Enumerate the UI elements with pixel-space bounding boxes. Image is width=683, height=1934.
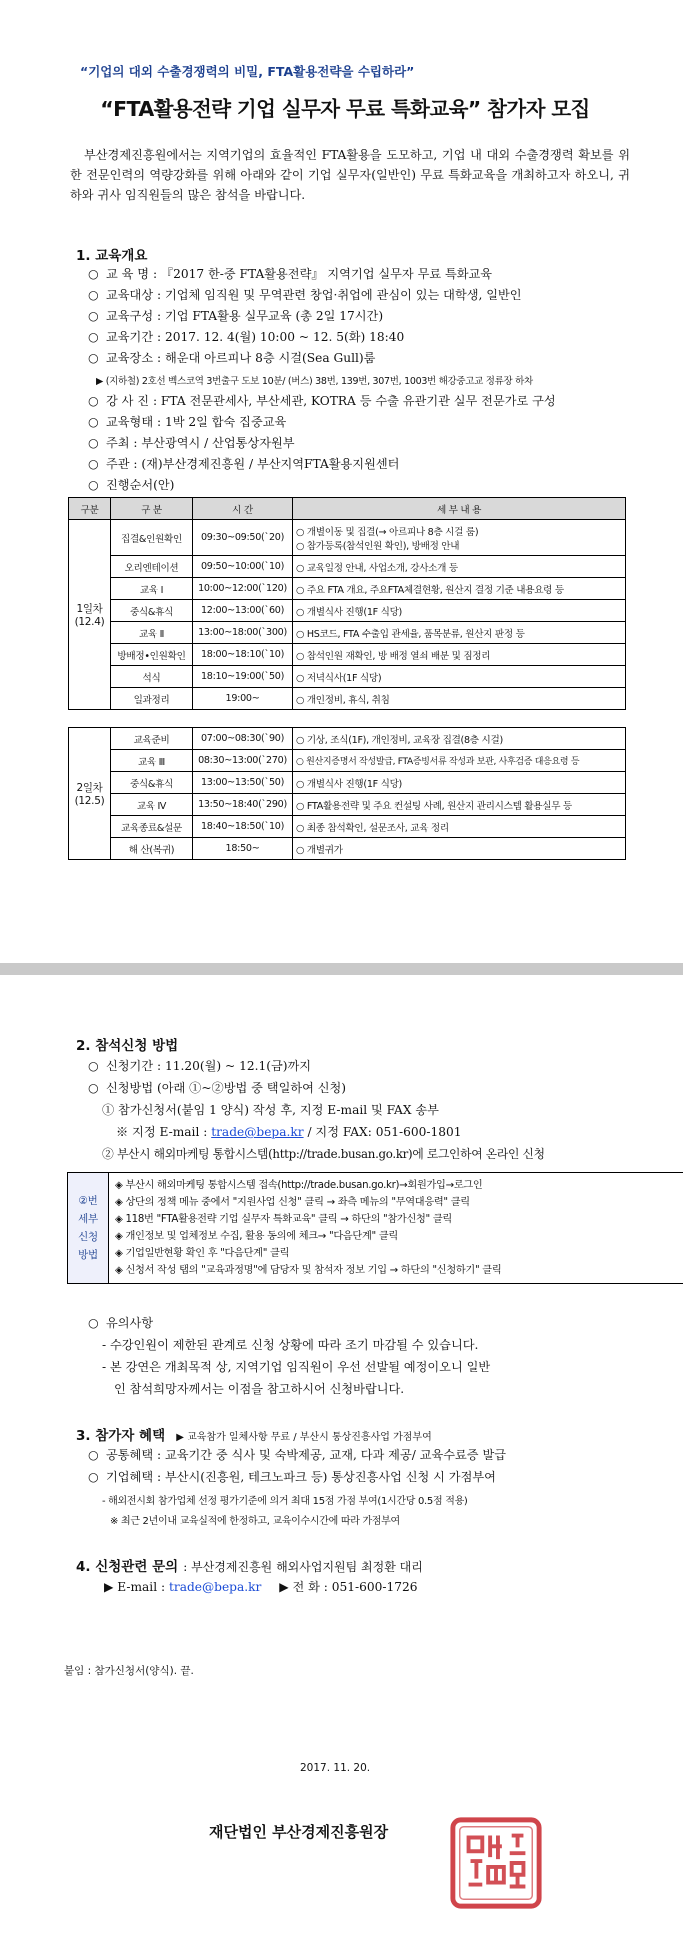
apply-steps-box bbox=[67, 1172, 683, 1284]
schedule-table-day1 bbox=[68, 497, 626, 710]
detail-text: 개별이동 및 집결(→ 아르피나 8층 시걸 룸) bbox=[306, 526, 479, 538]
benefit-detail: ※ 최근 2년이내 교육실적에 한정하고, 교육이수시간에 따라 가점부여 bbox=[110, 1516, 400, 1527]
day-label: 2일차 (12.5) bbox=[69, 728, 111, 860]
overview-item: ○ 교육장소 : 해운대 아르피나 8층 시걸(Sea Gull)룸 bbox=[88, 351, 376, 365]
intro-paragraph: 부산경제진흥원에서는 지역기업의 효율적인 FTA활용을 도모하고, 기업 내 대외 수출경쟁력 확보를 위한 전문인력의 역량강화를 위해 아래와 같이 기업 실무자(일반인) 무료 특화교육을 개최하고자 하오니, 귀하와 귀사 임직원들의 많은 참석을 바랍니다. bbox=[70, 148, 630, 202]
official-seal-icon bbox=[447, 1814, 545, 1912]
schedule-detail: ○ 주요 FTA 개요, 주요FTA체결현황, 원산지 결정 기준 내용요령 등 bbox=[293, 578, 626, 600]
schedule-detail: ○ 최종 참석확인, 설문조사, 교육 정리 bbox=[293, 816, 626, 838]
section-benefits bbox=[76, 1424, 432, 1444]
detail-text: 개별귀가 bbox=[306, 844, 343, 856]
schedule-time: 13:00~18:00(`300) bbox=[193, 622, 293, 644]
detail-text: 참가등록(참석인원 확인), 방배정 안내 bbox=[306, 540, 460, 552]
schedule-detail: ○ FTA활용전략 및 주요 컨설팅 사례, 원산지 관리시스템 활용실무 등 bbox=[293, 794, 626, 816]
email-link[interactable]: trade@bepa.kr bbox=[211, 1125, 304, 1139]
overview-item-text: 진행순서(안) bbox=[106, 478, 175, 492]
schedule-item: 방배정•인원확인 bbox=[111, 644, 193, 666]
apply-step: ◈ 신청서 작성 탭의 "교육과정명"에 담당자 및 참석자 정보 기입 → 하단의 "신청하기" 클릭 bbox=[115, 1265, 502, 1276]
schedule-detail: ○ 개별식사 진행(1F 식당) bbox=[293, 600, 626, 622]
schedule-item: 교육준비 bbox=[111, 728, 193, 750]
table-row bbox=[69, 556, 626, 578]
apply-method-text: 신청방법 (아래 ①~②방법 중 택일하여 신청) bbox=[106, 1081, 347, 1095]
email-prefix: ※ 지정 E-mail : bbox=[116, 1125, 208, 1139]
schedule-detail: ○ 저녁식사(1F 식당) bbox=[293, 666, 626, 688]
benefit-company: ○ 기업혜택 : 부산시(진흥원, 테크노파크 등) 통상진흥사업 신청 시 가점부여 bbox=[88, 1470, 496, 1484]
table-row bbox=[69, 666, 626, 688]
note-line: - 본 강연은 개최목적 상, 지역기업 임직원이 우선 선발될 예정이오니 일반 bbox=[102, 1360, 491, 1374]
overview-item: ○ 교육기간 : 2017. 12. 4(월) 10:00 ~ 12. 5(화) 18:40 bbox=[88, 330, 405, 344]
overview-item-text: 주최 : 부산광역시 / 산업통상자원부 bbox=[106, 436, 295, 450]
detail-text: 개인정비, 휴식, 취침 bbox=[306, 694, 390, 706]
contact-text: : 부산경제진흥원 해외사업지원팀 최정환 대리 bbox=[183, 1560, 423, 1574]
table-row bbox=[69, 816, 626, 838]
table-row bbox=[69, 600, 626, 622]
attachment-note: 붙임 : 참가신청서(양식). 끝. bbox=[64, 1665, 194, 1677]
schedule-item: 중식&휴식 bbox=[111, 772, 193, 794]
schedule-time: 08:30~13:00(`270) bbox=[193, 750, 293, 772]
contact-email-link[interactable]: trade@bepa.kr bbox=[168, 1580, 262, 1594]
detail-text: 기상, 조식(1F), 개인정비, 교육장 집결(8층 시걸) bbox=[306, 734, 503, 746]
schedule-item: 교육 Ⅲ bbox=[111, 750, 193, 772]
overview-item-text: 강 사 진 : FTA 전문관세사, 부산세관, KOTRA 등 수출 유관기관 실무 전문가로 구성 bbox=[106, 394, 556, 408]
apply-step-text: 개인정보 및 업체정보 수집, 활용 동의에 체크→ "다음단계" 클릭 bbox=[125, 1231, 398, 1242]
overview-item-text: 교육형태 : 1박 2일 합숙 집중교육 bbox=[106, 415, 287, 429]
schedule-detail: ○ 참석인원 재확인, 방 배정 열쇠 배분 및 짐정리 bbox=[293, 644, 626, 666]
schedule-detail: ○ 개별이동 및 집결(→ 아르피나 8층 시걸 룸) ○ 참가등록(참석인원 확인), 방배정 안내 bbox=[293, 520, 626, 556]
apply-step: ◈ 부산시 해외마케팅 통합시스템 접속(http://trade.busan.go.kr)→회원가입→로그인 bbox=[115, 1180, 483, 1191]
table-row bbox=[69, 520, 626, 556]
schedule-item: 교육종료&설문 bbox=[111, 816, 193, 838]
benefit-common-text: 공통혜택 : 교육기간 중 식사 및 숙박제공, 교재, 다과 제공/ 교육수료증 발급 bbox=[106, 1448, 506, 1462]
section-contact bbox=[76, 1555, 423, 1575]
table-row bbox=[69, 838, 626, 860]
schedule-item: 교육 Ⅳ bbox=[111, 794, 193, 816]
overview-item: ○ 강 사 진 : FTA 전문관세사, 부산세관, KOTRA 등 수출 유관기관 실무 전문가로 구성 bbox=[88, 394, 556, 408]
apply-step: ◈ 기업일반현황 확인 후 "다음단계" 클릭 bbox=[115, 1248, 290, 1259]
apply-step: ◈ 상단의 정책 메뉴 중에서 "지원사업 신청" 클릭 → 좌측 메뉴의 "무역대응력" 클릭 bbox=[115, 1197, 470, 1208]
overview-item-text: 교 육 명 : 『2017 한-중 FTA활용전략』 지역기업 실무자 무료 특화교육 bbox=[106, 267, 493, 281]
note-line: 인 참석희망자께서는 이점을 참고하시어 신청바랍니다. bbox=[114, 1382, 405, 1396]
table-row bbox=[69, 622, 626, 644]
schedule-detail: ○ 기상, 조식(1F), 개인정비, 교육장 집결(8층 시걸) bbox=[293, 728, 626, 750]
section-contact-heading: 4. 신청관련 문의 bbox=[76, 1559, 179, 1575]
detail-text: 개별식사 진행(1F 식당) bbox=[306, 778, 402, 790]
table-header: 시 간 bbox=[193, 498, 293, 520]
schedule-item: 교육 Ⅰ bbox=[111, 578, 193, 600]
section-benefits-heading: 3. 참가자 혜택 bbox=[76, 1428, 166, 1444]
overview-item: ○ 교 육 명 : 『2017 한-중 FTA활용전략』 지역기업 실무자 무료 특화교육 bbox=[88, 267, 493, 281]
detail-text: 원산지증명서 작성발급, FTA증빙서류 작성과 보관, 사후검증 대응요령 등 bbox=[306, 757, 580, 767]
contact-email-label: ▶ E-mail : bbox=[104, 1580, 166, 1594]
apply-option-1: ① 참가신청서(붙임 1 양식) 작성 후, 지정 E-mail 및 FAX 송부 bbox=[102, 1103, 439, 1117]
schedule-item: 오리엔테이션 bbox=[111, 556, 193, 578]
overview-item-text: 교육장소 : 해운대 아르피나 8층 시걸(Sea Gull)룸 bbox=[106, 351, 376, 365]
detail-text: 저녁식사(1F 식당) bbox=[306, 672, 382, 684]
overview-item-text: 주관 : (재)부산경제진흥원 / 부산지역FTA활용지원센터 bbox=[106, 457, 400, 471]
schedule-time: 19:00~ bbox=[193, 688, 293, 710]
table-row bbox=[69, 578, 626, 600]
schedule-time: 18:00~18:10(`10) bbox=[193, 644, 293, 666]
notes-heading-text: 유의사항 bbox=[106, 1316, 154, 1330]
schedule-table-day2 bbox=[68, 727, 626, 860]
apply-step-text: 신청서 작성 탭의 "교육과정명"에 담당자 및 참석자 정보 기입 → 하단의 "신청하기" 클릭 bbox=[125, 1265, 502, 1276]
table-row bbox=[69, 644, 626, 666]
overview-item: ○ 주최 : 부산광역시 / 산업통상자원부 bbox=[88, 436, 295, 450]
section-apply-heading: 2. 참석신청 방법 bbox=[76, 1038, 179, 1054]
notes-heading: ○ 유의사항 bbox=[88, 1316, 154, 1330]
schedule-time: 18:10~19:00(`50) bbox=[193, 666, 293, 688]
contact-line bbox=[104, 1578, 418, 1595]
schedule-item: 교육 Ⅱ bbox=[111, 622, 193, 644]
schedule-time: 09:50~10:00(`10) bbox=[193, 556, 293, 578]
contact-phone: ▶ 전 화 : 051-600-1726 bbox=[279, 1580, 418, 1594]
table-row bbox=[69, 728, 626, 750]
schedule-time: 18:50~ bbox=[193, 838, 293, 860]
note-line: - 수강인원이 제한된 관계로 신청 상황에 따라 조기 마감될 수 있습니다. bbox=[102, 1338, 479, 1352]
schedule-item: 집결&인원확인 bbox=[111, 520, 193, 556]
detail-text: 주요 FTA 개요, 주요FTA체결현황, 원산지 결정 기준 내용요령 등 bbox=[306, 584, 564, 596]
document-date: 2017. 11. 20. bbox=[300, 1762, 371, 1774]
schedule-item: 석식 bbox=[111, 666, 193, 688]
overview-item: ○ 주관 : (재)부산경제진흥원 / 부산지역FTA활용지원센터 bbox=[88, 457, 400, 471]
apply-option-2: ② 부산시 해외마케팅 통합시스템(http://trade.busan.go.kr)에 로그인하여 온라인 신청 bbox=[102, 1147, 545, 1161]
apply-step: ◈ 개인정보 및 업체정보 수집, 활용 동의에 체크→ "다음단계" 클릭 bbox=[115, 1231, 398, 1242]
day-label: 1일차 (12.4) bbox=[69, 520, 111, 710]
schedule-time: 12:00~13:00(`60) bbox=[193, 600, 293, 622]
table-header: 구 분 bbox=[111, 498, 193, 520]
apply-step-text: 부산시 해외마케팅 통합시스템 접속(http://trade.busan.go.kr)→회원가입→로그인 bbox=[125, 1180, 483, 1191]
schedule-item: 중식&휴식 bbox=[111, 600, 193, 622]
schedule-time: 10:00~12:00(`120) bbox=[193, 578, 293, 600]
overview-item-text: 교육대상 : 기업체 임직원 및 무역관련 창업·취업에 관심이 있는 대학생, 일반인 bbox=[106, 288, 522, 302]
apply-steps-label: ②번 세부 신청 방법 bbox=[68, 1173, 109, 1284]
detail-text: 개별식사 진행(1F 식당) bbox=[306, 606, 402, 618]
overview-item-text: 교육기간 : 2017. 12. 4(월) 10:00 ~ 12. 5(화) 18:40 bbox=[106, 330, 405, 344]
detail-text: 교육일정 안내, 사업소개, 강사소개 등 bbox=[306, 562, 458, 574]
subtitle: “기업의 대외 수출경쟁력의 비밀, FTA활용전략을 수립하라” bbox=[80, 64, 415, 79]
schedule-item: 해 산(복귀) bbox=[111, 838, 193, 860]
table-row bbox=[69, 772, 626, 794]
apply-period-text: 신청기간 : 11.20(월) ~ 12.1(금)까지 bbox=[106, 1059, 312, 1073]
schedule-detail: ○ 개별식사 진행(1F 식당) bbox=[293, 772, 626, 794]
detail-text: FTA활용전략 및 주요 컨설팅 사례, 원산지 관리시스템 활용실무 등 bbox=[306, 800, 572, 812]
table-header: 세 부 내 용 bbox=[293, 498, 626, 520]
schedule-time: 09:30~09:50(`20) bbox=[193, 520, 293, 556]
table-row bbox=[69, 794, 626, 816]
schedule-detail: ○ HS코드, FTA 수출입 관세율, 품목분류, 원산지 판정 등 bbox=[293, 622, 626, 644]
fax-text: / 지정 FAX: 051-600-1801 bbox=[307, 1125, 462, 1139]
table-header: 구분 bbox=[69, 498, 111, 520]
schedule-detail: ○ 원산지증명서 작성발급, FTA증빙서류 작성과 보관, 사후검증 대응요령 등 bbox=[293, 750, 626, 772]
overview-item: ○ 교육구성 : 기업 FTA활용 실무교육 (총 2일 17시간) bbox=[88, 309, 384, 323]
section-overview-heading: 1. 교육개요 bbox=[76, 248, 148, 264]
schedule-item: 일과정리 bbox=[111, 688, 193, 710]
apply-step-text: 상단의 정책 메뉴 중에서 "지원사업 신청" 클릭 → 좌측 메뉴의 "무역대응력" 클릭 bbox=[125, 1197, 470, 1208]
schedule-time: 18:40~18:50(`10) bbox=[193, 816, 293, 838]
schedule-time: 07:00~08:30(`90) bbox=[193, 728, 293, 750]
page-title: “FTA활용전략 기업 실무자 무료 특화교육” 참가자 모집 bbox=[100, 97, 590, 121]
apply-step: ◈ 118번 "FTA활용전략 기업 실무자 특화교육" 클릭 → 하단의 "참가신청" 클릭 bbox=[115, 1214, 452, 1225]
schedule-detail: ○ 개별귀가 bbox=[293, 838, 626, 860]
apply-step-text: 118번 "FTA활용전략 기업 실무자 특화교육" 클릭 → 하단의 "참가신청" 클릭 bbox=[125, 1214, 452, 1225]
apply-email-line bbox=[116, 1123, 461, 1140]
benefits-note: ▶ 교육참가 일체사항 무료 / 부산시 통상진흥사업 가점부여 bbox=[176, 1432, 432, 1443]
table-row bbox=[69, 688, 626, 710]
schedule-time: 13:50~18:40(`290) bbox=[193, 794, 293, 816]
schedule-detail: ○ 개인정비, 휴식, 취침 bbox=[293, 688, 626, 710]
issuing-organization: 재단법인 부산경제진흥원장 bbox=[209, 1823, 389, 1841]
apply-period: ○ 신청기간 : 11.20(월) ~ 12.1(금)까지 bbox=[88, 1059, 312, 1073]
table-header-row bbox=[69, 498, 626, 520]
detail-text: 참석인원 재확인, 방 배정 열쇠 배분 및 짐정리 bbox=[306, 650, 491, 662]
apply-step-text: 기업일반현황 확인 후 "다음단계" 클릭 bbox=[125, 1248, 290, 1259]
overview-item: ○ 교육대상 : 기업체 임직원 및 무역관련 창업·취업에 관심이 있는 대학생, 일반인 bbox=[88, 288, 522, 302]
detail-text: 최종 참석확인, 설문조사, 교육 정리 bbox=[306, 822, 449, 834]
apply-method: ○ 신청방법 (아래 ①~②방법 중 택일하여 신청) bbox=[88, 1081, 347, 1095]
table-row bbox=[69, 750, 626, 772]
overview-item: ○ 진행순서(안) bbox=[88, 478, 175, 492]
apply-steps-list bbox=[109, 1173, 683, 1284]
detail-text: HS코드, FTA 수출입 관세율, 품목분류, 원산지 판정 등 bbox=[306, 628, 525, 640]
overview-item: ○ 교육형태 : 1박 2일 합숙 집중교육 bbox=[88, 415, 287, 429]
benefit-common: ○ 공통혜택 : 교육기간 중 식사 및 숙박제공, 교재, 다과 제공/ 교육수료증 발급 bbox=[88, 1448, 506, 1462]
benefit-company-text: 기업혜택 : 부산시(진흥원, 테크노파크 등) 통상진흥사업 신청 시 가점부여 bbox=[106, 1470, 496, 1484]
overview-item-text: 교육구성 : 기업 FTA활용 실무교육 (총 2일 17시간) bbox=[106, 309, 384, 323]
transport-note: ▶ (지하철) 2호선 벡스코역 3번출구 도보 10분/ (버스) 38번, 139번, 307번, 1003번 해강중고교 정류장 하차 bbox=[96, 376, 533, 387]
benefit-detail: - 해외전시회 참가업체 선정 평가기준에 의거 최대 15점 가점 부여(1시간당 0.5점 적용) bbox=[102, 1496, 468, 1507]
schedule-detail: ○ 교육일정 안내, 사업소개, 강사소개 등 bbox=[293, 556, 626, 578]
schedule-time: 13:00~13:50(`50) bbox=[193, 772, 293, 794]
